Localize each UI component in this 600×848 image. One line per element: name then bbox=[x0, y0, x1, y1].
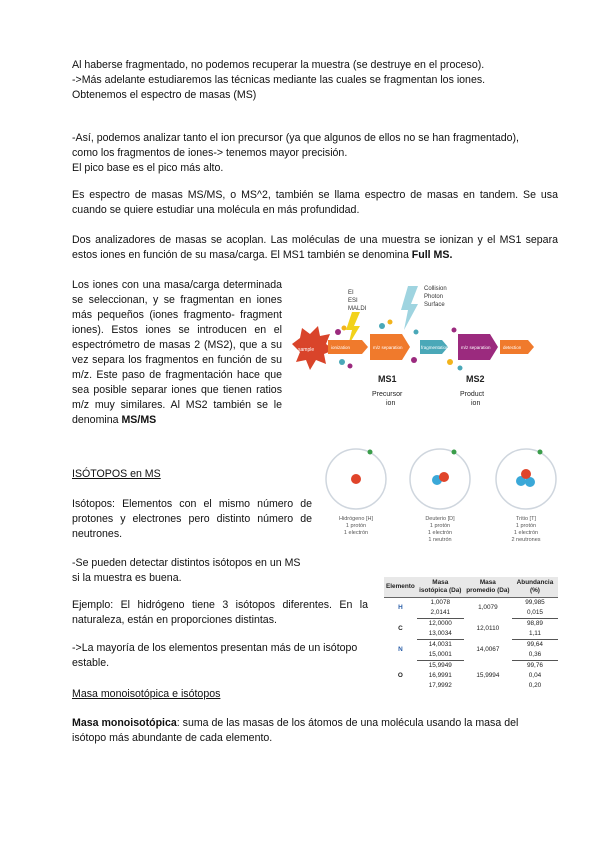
mass-cell: 16,9991 bbox=[428, 672, 452, 679]
isotope-definition bbox=[72, 497, 312, 542]
paragraph-fragmentation bbox=[72, 58, 532, 103]
element-cell: N bbox=[398, 646, 403, 653]
mass-cell: 12,0000 bbox=[428, 620, 452, 627]
paragraph-precursor bbox=[72, 131, 562, 176]
mass-cell: 15,9949 bbox=[428, 662, 452, 669]
collision-label: Photon bbox=[424, 294, 444, 300]
precursor-sub: ion bbox=[386, 400, 396, 407]
atom-detail: 1 electrón bbox=[513, 530, 539, 536]
text-full-ms: Dos analizadores de masas se acoplan. Las moléculas de una muestra se ionizan y el MS1 separa estos iones en función de su masa/carga. El MS1 también se denomina bbox=[72, 234, 558, 261]
isotope-table bbox=[384, 577, 558, 691]
element-cell: C bbox=[398, 625, 403, 632]
text-line: estable. bbox=[72, 657, 110, 669]
electron-icon bbox=[452, 450, 457, 455]
ionization-label: EI bbox=[348, 290, 354, 296]
stage-label: sample bbox=[298, 347, 315, 353]
stage-label: detection bbox=[503, 345, 522, 350]
paragraph-full-ms bbox=[72, 233, 558, 263]
column-header: Masa promedio (Da) bbox=[464, 577, 512, 598]
isotope-majority bbox=[72, 641, 372, 671]
mono-heading: Masa monoisotópica e isótopos bbox=[72, 688, 221, 700]
mass-cell: 15,0001 bbox=[417, 650, 464, 661]
text-line: -Así, podemos analizar tanto el ion precursor (ya que algunos de ellos no se han fragmentado), bbox=[72, 132, 519, 144]
abundance-cell: 1,11 bbox=[512, 629, 558, 640]
atom-detail: 2 neutrones bbox=[511, 537, 541, 543]
hydrogen-isotopes-figure bbox=[318, 447, 568, 552]
mass-cell: 17,9992 bbox=[428, 682, 452, 689]
stage-label: ionization bbox=[331, 345, 351, 350]
element-cell: H bbox=[398, 604, 403, 612]
table-row bbox=[384, 640, 558, 651]
electron-icon bbox=[368, 450, 373, 455]
abundance-cell: 0,015 bbox=[512, 608, 558, 619]
term-full-ms: Full MS. bbox=[411, 249, 453, 261]
mass-cell: 1,0078 bbox=[430, 599, 451, 606]
ms2-label: MS2 bbox=[466, 374, 485, 384]
text-line: -Se pueden detectar distintos isótopos en un MS bbox=[72, 557, 301, 569]
abundance-cell: 98,89 bbox=[526, 620, 543, 627]
element-cell: O bbox=[397, 671, 403, 679]
text-isotope-example: Ejemplo: El hidrógeno tiene 3 isótopos diferentes. En la naturaleza, están en proporciones distintas. bbox=[72, 599, 368, 626]
ionization-label: MALDI bbox=[348, 306, 367, 312]
text-mono-definition: : suma de las masas de los átomos de una molécula usando la masa del isótopo más abundante de cada elemento. bbox=[72, 717, 519, 744]
term-mono: Masa monoisotópica bbox=[72, 717, 177, 729]
abundance-cell: 99,76 bbox=[526, 662, 543, 669]
stage-label: m/z separation bbox=[373, 345, 403, 350]
product-label: Product bbox=[460, 391, 485, 398]
average-cell: 1,0079 bbox=[478, 604, 498, 612]
text-line: Obtenemos el espectro de masas (MS) bbox=[72, 89, 257, 101]
proton-icon bbox=[351, 474, 361, 484]
text-tandem: Es espectro de masas MS/MS, o MS^2, también se llama espectro de masas en tandem. Se usa cuando se quiere estudiar una molécula en más profundidad. bbox=[72, 189, 558, 216]
text-isotope-definition: Isótopos: Elementos con el mismo número de protones y electrones pero distinto número de neutrones. bbox=[72, 498, 312, 540]
abundance-cell: 0,36 bbox=[512, 650, 558, 661]
text-fragment-ions: Los iones con una masa/carga determinada se seleccionan, y se fragmentan en iones más pequeños (iones fragmento- fragment iones). Estos iones se introducen en el espectrómetro de masas 2 (MS2), que a su vez separa los fragmentos en función de su m/z. Este paso de fragmentación hace que sea posible separar iones que tienen ratios m/z muy similares. Al MS2 también se le denomina bbox=[72, 279, 282, 426]
average-cell: 14,0067 bbox=[476, 646, 500, 653]
collision-label: Surface bbox=[424, 302, 445, 308]
text-line: ->Más adelante estudiaremos las técnicas mediante las cuales se fragmentan los iones. bbox=[72, 74, 486, 86]
column-header: Masa isotópica (Da) bbox=[417, 577, 464, 598]
mono-definition bbox=[72, 716, 552, 746]
paragraph-fragment-ions bbox=[72, 278, 282, 428]
abundance-cell: 0,20 bbox=[528, 682, 542, 689]
atom-detail: 1 protón bbox=[345, 523, 367, 529]
atom-tritium bbox=[496, 449, 556, 509]
column-header: Abundancia (%) bbox=[512, 577, 558, 598]
isotopes-heading: ISÓTOPOS en MS bbox=[72, 468, 161, 480]
atom-deuterium bbox=[410, 449, 470, 509]
text-line: El pico base es el pico más alto. bbox=[72, 162, 224, 174]
atom-hydrogen bbox=[326, 449, 386, 509]
ms1-label: MS1 bbox=[378, 374, 397, 384]
column-header: Elemento bbox=[384, 577, 417, 598]
collision-label: Collision bbox=[424, 286, 447, 292]
average-cell: 15,9994 bbox=[476, 671, 500, 679]
table-row bbox=[384, 619, 558, 630]
abundance-cell: 0,04 bbox=[528, 672, 542, 679]
text-line: si la muestra es buena. bbox=[72, 572, 182, 584]
precursor-label: Precursor bbox=[372, 391, 403, 398]
isotope-example bbox=[72, 598, 368, 628]
paragraph-tandem bbox=[72, 188, 558, 218]
msms-diagram bbox=[290, 282, 538, 422]
text-line: Al haberse fragmentado, no podemos recuperar la muestra (se destruye en el proceso). bbox=[72, 59, 485, 71]
atom-detail: 1 protón bbox=[515, 523, 537, 529]
stage-label: fragmentation bbox=[421, 345, 449, 350]
abundance-cell: 99,64 bbox=[526, 641, 543, 648]
proton-icon bbox=[439, 472, 449, 482]
ionization-label: ESI bbox=[348, 298, 358, 304]
table-row bbox=[384, 598, 558, 609]
mass-cell: 13,0034 bbox=[417, 629, 464, 640]
stage-label: m/z separation bbox=[461, 345, 491, 350]
text-line: ->La mayoría de los elementos presentan más de un isótopo bbox=[72, 642, 358, 654]
term-msms: MS/MS bbox=[121, 414, 157, 426]
text-line: como los fragmentos de iones-> tenemos mayor precisión. bbox=[72, 147, 348, 159]
electron-icon bbox=[538, 450, 543, 455]
atom-name: Deuterio [D] bbox=[425, 516, 455, 522]
collision-bolt-icon bbox=[401, 286, 418, 330]
product-sub: ion bbox=[471, 400, 481, 407]
atom-name: Tritio [T] bbox=[516, 516, 536, 522]
average-cell: 12,0110 bbox=[476, 625, 500, 632]
atom-name: Hidrógeno [H] bbox=[339, 516, 373, 522]
atom-detail: 1 electrón bbox=[343, 530, 369, 536]
mass-cell: 14,0031 bbox=[428, 641, 452, 648]
atom-detail: 1 electrón bbox=[427, 530, 453, 536]
table-header-row bbox=[384, 577, 558, 598]
atom-detail: 1 protón bbox=[429, 523, 451, 529]
abundance-cell: 99,985 bbox=[525, 599, 545, 606]
isotope-detection bbox=[72, 556, 332, 586]
mass-cell: 2,0141 bbox=[417, 608, 464, 619]
atom-detail: 1 neutrón bbox=[428, 537, 452, 543]
table-row bbox=[384, 661, 558, 672]
proton-icon bbox=[521, 469, 531, 479]
